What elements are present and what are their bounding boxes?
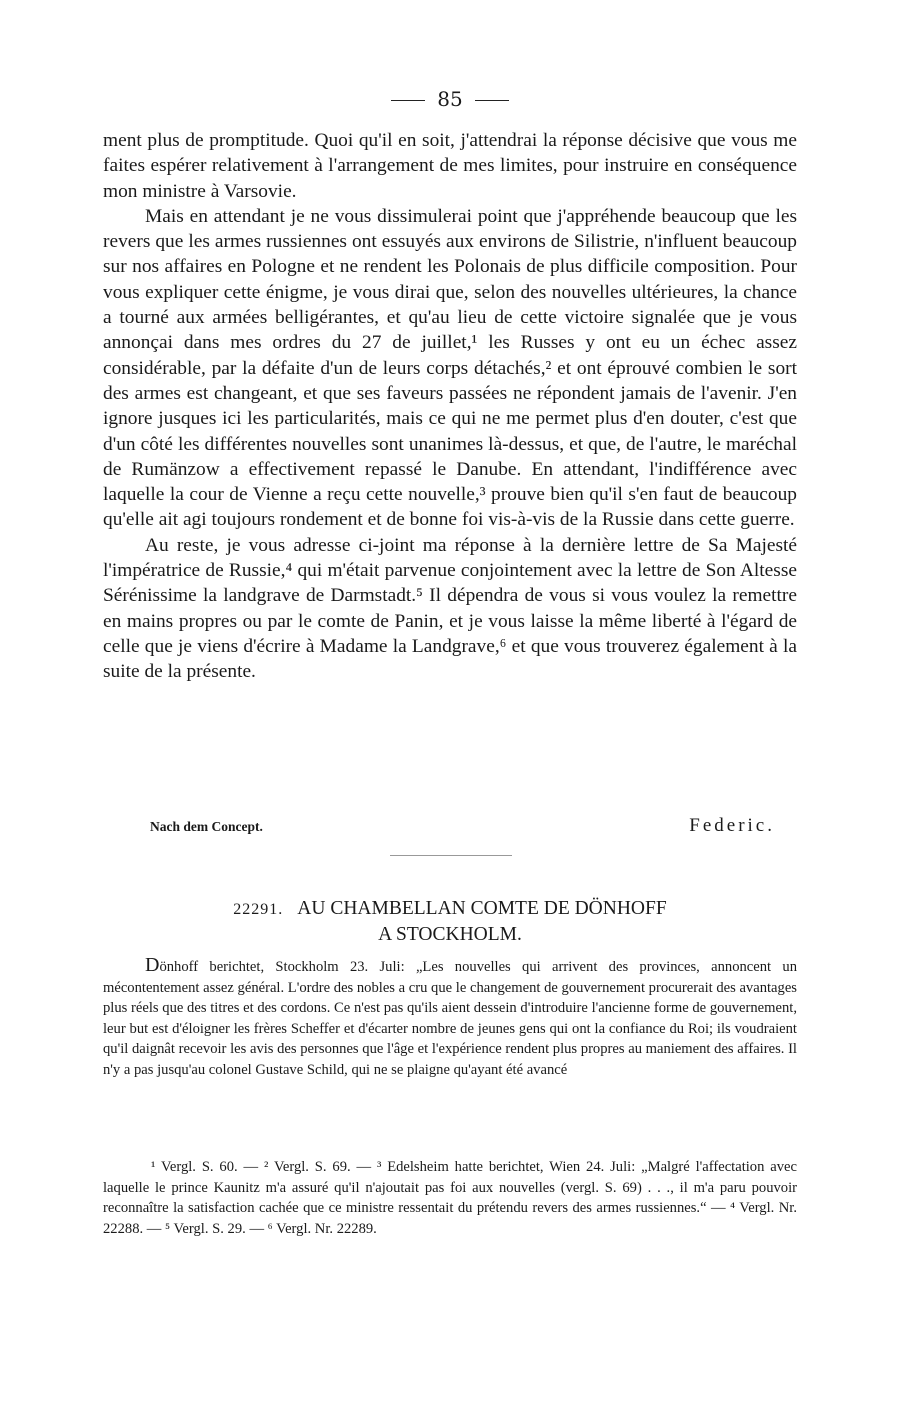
section-divider <box>390 855 512 856</box>
document-number: 22291. <box>233 901 284 918</box>
letter-paragraph-1: ment plus de promptitude. Quoi qu'il en soit, j'attendrai la réponse décisive que vous me faites espérer relativement à l'arrangement de mes limites, pour instruire en conséquence mon ministre à Varsovie. <box>103 130 797 202</box>
document-title-text: AU CHAMBELLAN COMTE DE DÖNHOFF <box>297 898 667 919</box>
letter-paragraph-3: Au reste, je vous adresse ci-joint ma réponse à la dernière lettre de Sa Majesté l'impératrice de Russie,⁴ qui m'était parvenue conjointement avec la lettre de Son Altesse Sérénissime la landgrave de Darmstadt.⁵ Il dépendra de vous si vous voulez la remettre en mains propres ou par le comte de Panin, et je vous laisse la même liberté à l'égard de celle que je viens d'écrire à Madame la Landgrave,⁶ et que vous trouverez également à la suite de la présente. <box>103 534 797 683</box>
document-heading <box>0 896 900 947</box>
page-number: 85 <box>437 87 463 111</box>
report-initial: D <box>145 954 160 976</box>
letter-body <box>103 128 797 685</box>
report-text: önhoff berichtet, Stockholm 23. Juli: „Les nouvelles qui arrivent des provinces, annoncent un mécontentement assez général. L'ordre des nobles a cru que le changement de gouvernement procurerait des avantages plus réels que des titres et des cordons. Ce n'est pas qu'ils aient dessein d'introduire l'ancienne forme de gouvernement, leur but est d'éloigner les frères Scheffer et d'écarter nombre de jeunes gens qui ont la confiance du Roi; ils voudraient qu'il daignât recevoir les avis des personnes que l'âge et l'expérience rendent plus propres au maniement des affaires. Il n'y a pas jusqu'au colonel Gustave Schild, qui ne se plaigne qu'ayant été avancé <box>103 959 797 1078</box>
footnotes <box>103 1157 797 1239</box>
letter-paragraph-2: Mais en attendant je ne vous dissimulerai point que j'appréhende beaucoup que les revers que les armes russiennes ont essuyés aux environs de Silistrie, n'influent beaucoup sur nos affaires en Pologne et ne rendent les Polonais de plus difficile composition. Pour vous expliquer cette énigme, je vous dirai que, selon des nouvelles ultérieures, la chance a tourné aux armées belligérantes, et qu'au lieu de cette victoire signalée que je vous annonçai dans mes ordres du 27 de juillet,¹ les Russes y ont eu un échec assez considérable, par la défaite d'un de leurs corps détachés,² et ont éprouvé combien le sort des armes est changeant, et que ses faveurs passées ne répondent jamais de l'avenir. J'en ignore jusques ici les particularités, mais ce qui ne me permet plus d'en douter, c'est que d'un côté les différentes nouvelles sont unanimes là-dessus, et que, de l'autre, le maréchal de Rumänzow a effectivement repassé le Danube. En attendant, l'indifférence avec laquelle la cour de Vienne a reçu cette nouvelle,³ prouve bien qu'il s'en faut de beaucoup qu'elle ait agi toujours rondement et de bonne foi vis-à-vis de la Russie dans cette guerre. <box>103 205 797 531</box>
document-title-line-1 <box>0 896 900 922</box>
page-header <box>0 86 900 112</box>
header-dash-left <box>391 100 425 101</box>
header-dash-right <box>475 100 509 101</box>
footnotes-text: ¹ Vergl. S. 60. — ² Vergl. S. 69. — ³ Edelsheim hatte berichtet, Wien 24. Juli: „Malgré l'affectation avec laquelle le prince Kaunitz m'a assuré qu'il n'ajoutait pas foi aux nouvelles (vergl. S. 69) . . ., il m'a paru pouvoir reconnaître la satisfaction cachée que ce ministre ressentait du prétendu revers des armes russiennes.“ — ⁴ Vergl. Nr. 22288. — ⁵ Vergl. S. 29. — ⁶ Vergl. Nr. 22289. <box>103 1159 797 1237</box>
closing-row <box>150 815 775 839</box>
signature: Federic. <box>689 815 775 836</box>
source-note: Nach dem Concept. <box>150 819 263 834</box>
report-paragraph <box>103 955 797 1081</box>
document-title-line-2: A STOCKHOLM. <box>378 924 522 945</box>
report-summary <box>103 955 797 1081</box>
